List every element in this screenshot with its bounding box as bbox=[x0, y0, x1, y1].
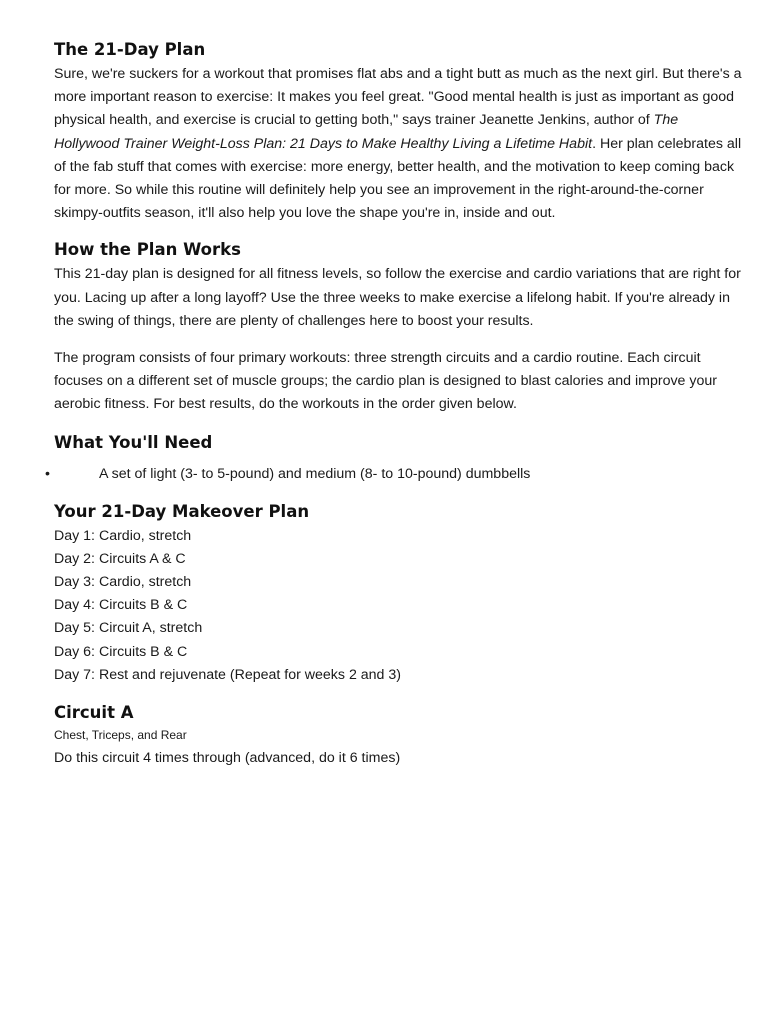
schedule-day: Day 5: Circuit A, stretch bbox=[54, 620, 203, 637]
schedule-day: Day 4: Circuits B & C bbox=[54, 597, 188, 614]
circuit-a-subtitle: Chest, Triceps, and Rear bbox=[54, 728, 187, 743]
makeover-plan-section bbox=[54, 502, 744, 687]
book-title: The Hollywood Trainer Weight-Loss Plan: 21 Days to Make Healthy Living a Lifetime Habit bbox=[54, 112, 679, 152]
intro-paragraph bbox=[54, 63, 744, 225]
how-it-works-paragraph: This 21-day plan is designed for all fitness levels, so follow the exercise and cardio variations that are right for you. Lacing up after a long layoff? Use the three weeks to make exercise a lifelong habit. If you're already in the swing of things, there are plenty of challenges here to boost your results. bbox=[54, 266, 741, 329]
what-you-need-heading: What You'll Need bbox=[54, 432, 213, 452]
schedule-day: Day 1: Cardio, stretch bbox=[54, 527, 192, 544]
schedule-day: Day 7: Rest and rejuvenate (Repeat for weeks 2 and 3) bbox=[54, 666, 401, 683]
intro-section bbox=[54, 40, 744, 225]
what-you-need-section bbox=[45, 432, 744, 486]
schedule-day: Day 3: Cardio, stretch bbox=[54, 574, 192, 591]
equipment-list bbox=[45, 463, 744, 486]
article bbox=[45, 40, 744, 769]
list-item bbox=[45, 463, 744, 486]
how-it-works-section bbox=[54, 240, 744, 416]
how-it-works-heading: How the Plan Works bbox=[54, 240, 241, 260]
circuit-a-section bbox=[54, 703, 744, 769]
makeover-plan-heading: Your 21-Day Makeover Plan bbox=[54, 501, 310, 521]
circuit-a-note: Do this circuit 4 times through (advanced, do it 6 times) bbox=[54, 750, 401, 767]
circuit-a-heading: Circuit A bbox=[54, 703, 134, 723]
day-schedule bbox=[54, 525, 744, 687]
equipment-item-text: A set of light (3- to 5-pound) and medium (8- to 10-pound) dumbbells bbox=[99, 465, 531, 482]
schedule-day: Day 2: Circuits A & C bbox=[54, 550, 186, 567]
how-it-works-paragraph: The program consists of four primary workouts: three strength circuits and a cardio routine. Each circuit focuses on a different set of muscle groups; the cardio plan is designed to blast calories and improve your aerobic fitness. For best results, do the workouts in the order given below. bbox=[54, 350, 717, 413]
schedule-day: Day 6: Circuits B & C bbox=[54, 643, 188, 660]
intro-text-prefix: Sure, we're suckers for a workout that promises flat abs and a tight butt as much as the next girl. But there's a more important reason to exercise: It makes you feel great. "Good mental health is just as important as good physical health, and exercise is crucial to getting both," says trainer Jeanette Jenkins, author of bbox=[54, 66, 742, 129]
intro-heading: The 21-Day Plan bbox=[54, 40, 206, 59]
bullet-icon: • bbox=[45, 465, 50, 482]
intro-text-suffix: . Her plan celebrates all of the fab stuff that comes with exercise: more energy, better health, and the motivation to keep coming back for more. So while this routine will definitely help you see an improvement in the right-around-the-corner skimpy-outfits season, it'll also help you love the shape you're in, inside and out. bbox=[54, 135, 742, 222]
